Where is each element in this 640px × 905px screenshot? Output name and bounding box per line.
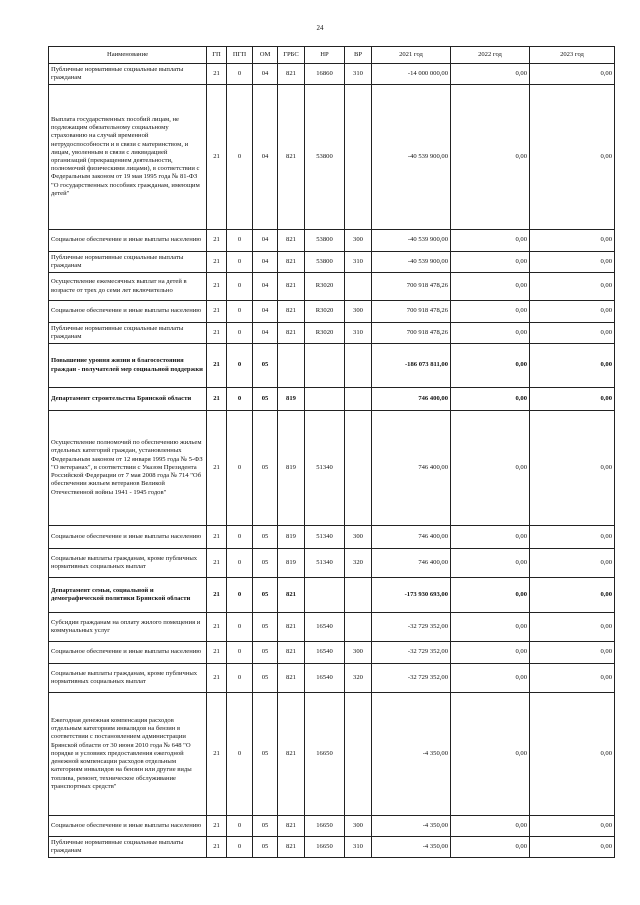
row-pgp-cell: 0 <box>227 64 253 85</box>
row-2022-cell: 0,00 <box>451 252 530 273</box>
row-gp-cell: 21 <box>207 578 227 613</box>
row-vr-cell <box>345 388 372 411</box>
row-vr-cell: 320 <box>345 664 372 693</box>
row-pgp-cell: 0 <box>227 816 253 837</box>
header-2022: 2022 год <box>451 47 530 64</box>
row-2022-cell: 0,00 <box>451 64 530 85</box>
row-2023-cell: 0,00 <box>530 578 615 613</box>
row-2021-cell: -32 729 352,00 <box>372 642 451 664</box>
row-2021-cell: -4 350,00 <box>372 693 451 816</box>
row-2021-cell: -173 930 693,00 <box>372 578 451 613</box>
row-2022-cell: 0,00 <box>451 411 530 526</box>
row-2022-cell: 0,00 <box>451 549 530 578</box>
row-2022-cell: 0,00 <box>451 85 530 230</box>
header-grbs: ГРБС <box>278 47 305 64</box>
row-om-cell: 04 <box>253 273 278 301</box>
row-nr-cell: 53800 <box>305 85 345 230</box>
row-grbs-cell: 821 <box>278 85 305 230</box>
row-name-cell: Социальное обеспечение и иные выплаты населению <box>49 526 207 549</box>
row-2023-cell: 0,00 <box>530 664 615 693</box>
row-grbs-cell: 819 <box>278 388 305 411</box>
row-nr-cell: R3020 <box>305 273 345 301</box>
row-2021-cell: 700 918 478,26 <box>372 273 451 301</box>
row-om-cell: 05 <box>253 526 278 549</box>
row-om-cell: 04 <box>253 301 278 323</box>
row-vr-cell: 310 <box>345 252 372 273</box>
row-vr-cell <box>345 693 372 816</box>
row-pgp-cell: 0 <box>227 388 253 411</box>
table-row <box>49 816 615 837</box>
table-row <box>49 837 615 858</box>
row-pgp-cell: 0 <box>227 664 253 693</box>
row-name-cell: Повышение уровня жизни и благосостояния граждан - получателей мер социальной поддержки <box>49 344 207 388</box>
row-nr-cell: 16540 <box>305 664 345 693</box>
row-2023-cell: 0,00 <box>530 252 615 273</box>
row-name-cell: Осуществление ежемесячных выплат на детей в возрасте от трех до семи лет включительно <box>49 273 207 301</box>
row-grbs-cell: 821 <box>278 613 305 642</box>
row-gp-cell: 21 <box>207 85 227 230</box>
row-grbs-cell: 819 <box>278 411 305 526</box>
row-grbs-cell: 821 <box>278 323 305 344</box>
row-name-cell: Публичные нормативные социальные выплаты гражданам <box>49 837 207 858</box>
row-2022-cell: 0,00 <box>451 816 530 837</box>
row-om-cell: 05 <box>253 664 278 693</box>
row-pgp-cell: 0 <box>227 411 253 526</box>
row-nr-cell: R3020 <box>305 301 345 323</box>
row-nr-cell: 16540 <box>305 613 345 642</box>
header-2023: 2023 год <box>530 47 615 64</box>
row-gp-cell: 21 <box>207 693 227 816</box>
row-grbs-cell: 821 <box>278 252 305 273</box>
table-row <box>49 693 615 816</box>
row-pgp-cell: 0 <box>227 642 253 664</box>
row-om-cell: 04 <box>253 230 278 252</box>
row-om-cell: 05 <box>253 411 278 526</box>
table-header-row <box>49 47 615 64</box>
table-row <box>49 388 615 411</box>
header-vr: ВР <box>345 47 372 64</box>
row-vr-cell: 300 <box>345 816 372 837</box>
row-2021-cell: -32 729 352,00 <box>372 613 451 642</box>
row-name-cell: Публичные нормативные социальные выплаты гражданам <box>49 323 207 344</box>
row-2021-cell: -32 729 352,00 <box>372 664 451 693</box>
row-nr-cell: 51340 <box>305 526 345 549</box>
row-om-cell: 05 <box>253 816 278 837</box>
row-2021-cell: -186 073 811,00 <box>372 344 451 388</box>
header-2021: 2021 год <box>372 47 451 64</box>
row-pgp-cell: 0 <box>227 252 253 273</box>
row-name-cell: Публичные нормативные социальные выплаты гражданам <box>49 64 207 85</box>
row-gp-cell: 21 <box>207 323 227 344</box>
row-pgp-cell: 0 <box>227 613 253 642</box>
row-2023-cell: 0,00 <box>530 411 615 526</box>
row-pgp-cell: 0 <box>227 323 253 344</box>
table-row <box>49 85 615 230</box>
row-vr-cell <box>345 578 372 613</box>
row-om-cell: 05 <box>253 388 278 411</box>
row-name-cell: Департамент семьи, социальной и демографической политики Брянской области <box>49 578 207 613</box>
row-gp-cell: 21 <box>207 252 227 273</box>
row-2021-cell: 746 400,00 <box>372 526 451 549</box>
table-row <box>49 411 615 526</box>
row-om-cell: 04 <box>253 252 278 273</box>
row-vr-cell <box>345 613 372 642</box>
row-name-cell: Субсидии гражданам на оплату жилого помещения и коммунальных услуг <box>49 613 207 642</box>
row-2022-cell: 0,00 <box>451 578 530 613</box>
header-nr: НР <box>305 47 345 64</box>
row-2023-cell: 0,00 <box>530 344 615 388</box>
row-grbs-cell: 821 <box>278 578 305 613</box>
row-2022-cell: 0,00 <box>451 230 530 252</box>
row-name-cell: Ежегодная денежная компенсация расходов отдельным категориям инвалидов на бензин в соответствии с постановлением администрации Брянской области от 30 июня 2010 года № 648 "О порядке и условиях предоставления ежегодной денежной компенсации расходов отдельным категориям инвалидов на бензин или другие виды топлива, ремонт, техническое обслуживание транспортных средств" <box>49 693 207 816</box>
row-vr-cell <box>345 85 372 230</box>
row-grbs-cell: 821 <box>278 816 305 837</box>
row-pgp-cell: 0 <box>227 301 253 323</box>
row-2023-cell: 0,00 <box>530 837 615 858</box>
row-2023-cell: 0,00 <box>530 85 615 230</box>
row-vr-cell <box>345 411 372 526</box>
table-body <box>49 64 615 858</box>
row-2021-cell: -4 350,00 <box>372 816 451 837</box>
row-grbs-cell: 819 <box>278 549 305 578</box>
header-name: Наименование <box>49 47 207 64</box>
row-grbs-cell: 819 <box>278 526 305 549</box>
row-pgp-cell: 0 <box>227 578 253 613</box>
row-name-cell: Выплата государственных пособий лицам, не подлежащим обязательному социальному страхованию на случай временной нетрудоспособности и в связи с материнством, и лицам, уволенным в связи с ликвидацией организаций (прекращением деятельности, полномочий физическими лицами), в соответствии с Федеральным законом от 19 мая 1995 года № 81-ФЗ "О государственных пособиях гражданам, имеющим детей" <box>49 85 207 230</box>
row-pgp-cell: 0 <box>227 837 253 858</box>
header-pgp: ПГП <box>227 47 253 64</box>
row-pgp-cell: 0 <box>227 273 253 301</box>
row-name-cell: Публичные нормативные социальные выплаты гражданам <box>49 252 207 273</box>
row-nr-cell: 16650 <box>305 816 345 837</box>
row-pgp-cell: 0 <box>227 85 253 230</box>
row-nr-cell: 53800 <box>305 252 345 273</box>
table-row <box>49 273 615 301</box>
row-2023-cell: 0,00 <box>530 323 615 344</box>
row-2023-cell: 0,00 <box>530 273 615 301</box>
row-2023-cell: 0,00 <box>530 388 615 411</box>
row-2021-cell: 700 918 478,26 <box>372 301 451 323</box>
table-row <box>49 613 615 642</box>
row-pgp-cell: 0 <box>227 344 253 388</box>
row-gp-cell: 21 <box>207 411 227 526</box>
row-om-cell: 05 <box>253 642 278 664</box>
row-2022-cell: 0,00 <box>451 526 530 549</box>
table-row <box>49 642 615 664</box>
row-2022-cell: 0,00 <box>451 273 530 301</box>
row-name-cell: Департамент строительства Брянской области <box>49 388 207 411</box>
row-gp-cell: 21 <box>207 642 227 664</box>
row-gp-cell: 21 <box>207 344 227 388</box>
row-gp-cell: 21 <box>207 549 227 578</box>
row-name-cell: Социальное обеспечение и иные выплаты населению <box>49 642 207 664</box>
table-row <box>49 252 615 273</box>
row-2022-cell: 0,00 <box>451 693 530 816</box>
row-gp-cell: 21 <box>207 273 227 301</box>
row-grbs-cell: 821 <box>278 664 305 693</box>
row-gp-cell: 21 <box>207 613 227 642</box>
row-2021-cell: -14 000 000,00 <box>372 64 451 85</box>
row-gp-cell: 21 <box>207 64 227 85</box>
row-vr-cell: 320 <box>345 549 372 578</box>
row-nr-cell: 53800 <box>305 230 345 252</box>
row-name-cell: Осуществление полномочий по обеспечению жильем отдельных категорий граждан, установленных Федеральным законом от 12 января 1995 года № 5-ФЗ "О ветеранах", в соответствии с Указом Президента Российской Федерации от 7 мая 2008 года № 714 "Об обеспечении жильем ветеранов Великой Отечественной войны 1941 - 1945 годов" <box>49 411 207 526</box>
row-2021-cell: 746 400,00 <box>372 549 451 578</box>
row-2023-cell: 0,00 <box>530 301 615 323</box>
row-2023-cell: 0,00 <box>530 526 615 549</box>
row-om-cell: 05 <box>253 693 278 816</box>
row-om-cell: 04 <box>253 85 278 230</box>
header-om: ОМ <box>253 47 278 64</box>
row-vr-cell: 310 <box>345 837 372 858</box>
page-number: 24 <box>316 24 324 32</box>
row-2022-cell: 0,00 <box>451 613 530 642</box>
row-vr-cell: 300 <box>345 230 372 252</box>
row-om-cell: 05 <box>253 613 278 642</box>
row-name-cell: Социальное обеспечение и иные выплаты населению <box>49 816 207 837</box>
header-gp: ГП <box>207 47 227 64</box>
row-2022-cell: 0,00 <box>451 642 530 664</box>
row-2021-cell: -40 539 900,00 <box>372 252 451 273</box>
row-vr-cell: 300 <box>345 642 372 664</box>
row-nr-cell <box>305 578 345 613</box>
row-vr-cell: 310 <box>345 64 372 85</box>
row-vr-cell <box>345 273 372 301</box>
row-2023-cell: 0,00 <box>530 693 615 816</box>
row-nr-cell: 51340 <box>305 549 345 578</box>
row-grbs-cell <box>278 344 305 388</box>
row-2022-cell: 0,00 <box>451 344 530 388</box>
row-om-cell: 05 <box>253 837 278 858</box>
row-2023-cell: 0,00 <box>530 816 615 837</box>
row-2023-cell: 0,00 <box>530 642 615 664</box>
table-row <box>49 64 615 85</box>
table-row <box>49 344 615 388</box>
row-nr-cell: 16650 <box>305 693 345 816</box>
row-name-cell: Социальные выплаты гражданам, кроме публичных нормативных социальных выплат <box>49 664 207 693</box>
row-gp-cell: 21 <box>207 837 227 858</box>
row-2021-cell: 746 400,00 <box>372 388 451 411</box>
row-2021-cell: -4 350,00 <box>372 837 451 858</box>
row-grbs-cell: 821 <box>278 693 305 816</box>
row-grbs-cell: 821 <box>278 301 305 323</box>
row-gp-cell: 21 <box>207 301 227 323</box>
row-nr-cell: R3020 <box>305 323 345 344</box>
row-gp-cell: 21 <box>207 388 227 411</box>
row-nr-cell <box>305 344 345 388</box>
row-2023-cell: 0,00 <box>530 549 615 578</box>
row-nr-cell: 51340 <box>305 411 345 526</box>
row-2022-cell: 0,00 <box>451 301 530 323</box>
row-gp-cell: 21 <box>207 816 227 837</box>
row-2023-cell: 0,00 <box>530 64 615 85</box>
row-nr-cell: 16650 <box>305 837 345 858</box>
row-2021-cell: 746 400,00 <box>372 411 451 526</box>
row-pgp-cell: 0 <box>227 230 253 252</box>
table-row <box>49 301 615 323</box>
table-row <box>49 323 615 344</box>
row-vr-cell <box>345 344 372 388</box>
row-2022-cell: 0,00 <box>451 323 530 344</box>
row-grbs-cell: 821 <box>278 273 305 301</box>
table-row <box>49 230 615 252</box>
row-name-cell: Социальные выплаты гражданам, кроме публичных нормативных социальных выплат <box>49 549 207 578</box>
row-gp-cell: 21 <box>207 664 227 693</box>
table-row <box>49 664 615 693</box>
row-om-cell: 04 <box>253 323 278 344</box>
row-2021-cell: -40 539 900,00 <box>372 85 451 230</box>
row-2021-cell: 700 918 478,26 <box>372 323 451 344</box>
row-gp-cell: 21 <box>207 230 227 252</box>
row-vr-cell: 300 <box>345 301 372 323</box>
row-nr-cell <box>305 388 345 411</box>
row-grbs-cell: 821 <box>278 837 305 858</box>
row-2021-cell: -40 539 900,00 <box>372 230 451 252</box>
row-nr-cell: 16860 <box>305 64 345 85</box>
row-grbs-cell: 821 <box>278 230 305 252</box>
budget-table <box>48 46 615 858</box>
row-2022-cell: 0,00 <box>451 388 530 411</box>
row-om-cell: 04 <box>253 64 278 85</box>
table-row <box>49 526 615 549</box>
row-gp-cell: 21 <box>207 526 227 549</box>
row-om-cell: 05 <box>253 578 278 613</box>
row-name-cell: Социальное обеспечение и иные выплаты населению <box>49 301 207 323</box>
row-om-cell: 05 <box>253 344 278 388</box>
row-pgp-cell: 0 <box>227 549 253 578</box>
row-pgp-cell: 0 <box>227 526 253 549</box>
row-2022-cell: 0,00 <box>451 837 530 858</box>
row-2022-cell: 0,00 <box>451 664 530 693</box>
row-om-cell: 05 <box>253 549 278 578</box>
row-grbs-cell: 821 <box>278 64 305 85</box>
row-grbs-cell: 821 <box>278 642 305 664</box>
row-nr-cell: 16540 <box>305 642 345 664</box>
row-2023-cell: 0,00 <box>530 613 615 642</box>
row-vr-cell: 300 <box>345 526 372 549</box>
table-row <box>49 578 615 613</box>
row-name-cell: Социальное обеспечение и иные выплаты населению <box>49 230 207 252</box>
row-vr-cell: 310 <box>345 323 372 344</box>
table-row <box>49 549 615 578</box>
row-pgp-cell: 0 <box>227 693 253 816</box>
row-2023-cell: 0,00 <box>530 230 615 252</box>
